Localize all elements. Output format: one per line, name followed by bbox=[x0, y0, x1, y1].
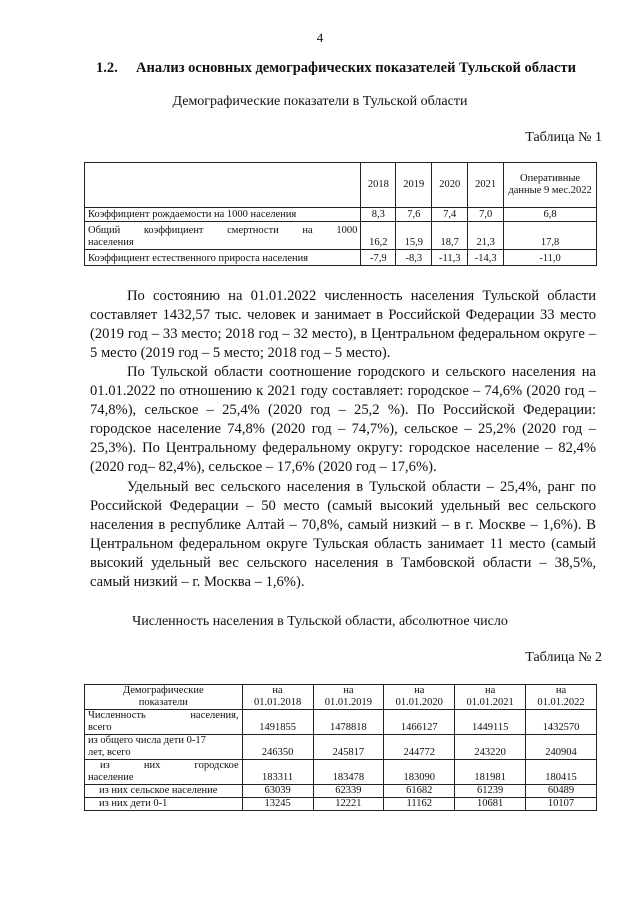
table-cell: -7,9 bbox=[361, 250, 396, 266]
population-table bbox=[84, 684, 597, 811]
table-header-row bbox=[85, 163, 597, 208]
header-line: 01.01.2018 bbox=[253, 697, 302, 708]
header-line: на bbox=[272, 685, 283, 696]
row-label-word: Общий bbox=[88, 225, 121, 236]
table2-label: Таблица № 2 bbox=[525, 650, 602, 665]
row-label-word: коэффициент bbox=[143, 225, 204, 236]
row-label-word: Численность bbox=[88, 710, 146, 721]
table-cell: -14,3 bbox=[468, 250, 504, 266]
row-label-line1 bbox=[88, 760, 239, 772]
table-cell: 60489 bbox=[526, 785, 597, 798]
row-label-line1: из общего числа дети 0-17 bbox=[88, 735, 206, 746]
table-cell: 183090 bbox=[384, 760, 455, 785]
table-cell: 7,4 bbox=[432, 208, 468, 222]
table-cell: 18,7 bbox=[432, 222, 468, 250]
header-line: 01.01.2019 bbox=[324, 697, 373, 708]
table-cell: 6,8 bbox=[504, 208, 597, 222]
table-cell: 183311 bbox=[242, 760, 313, 785]
row-label-word: из bbox=[100, 760, 110, 771]
table-cell: 7,0 bbox=[468, 208, 504, 222]
row-label-word: смертности bbox=[227, 225, 279, 236]
row-label bbox=[85, 760, 243, 785]
section-heading bbox=[96, 60, 606, 77]
table-row bbox=[85, 760, 597, 785]
header-cell: Оперативные данные 9 мес.2022 bbox=[504, 163, 597, 208]
table-row bbox=[85, 222, 597, 250]
table-cell: 240904 bbox=[526, 735, 597, 760]
section-number: 1.2. bbox=[96, 60, 118, 76]
row-label: Коэффициент естественного прироста населения bbox=[85, 250, 361, 266]
header-line: Демографические bbox=[122, 685, 204, 696]
header-cell: 2019 bbox=[396, 163, 432, 208]
header-cell bbox=[242, 685, 313, 710]
table-cell: 16,2 bbox=[361, 222, 396, 250]
header-cell bbox=[85, 685, 243, 710]
table-row bbox=[85, 785, 597, 798]
paragraph-text: Удельный вес сельского населения в Тульской области – 25,4%, ранг по Российской Федерации – 50 место (самый высокий удельный вес сельского населения в республике Алтай – 70,8%, самый низкий – в г. Москве – 1,6%). В Центральном федеральном округе Тульская область занимает 11 место (самый высокий удельный вес сельского населения в Тамбовской области – 38,5%, самый низкий – г. Москва – 1,6%). bbox=[90, 479, 596, 590]
table-cell: 61239 bbox=[455, 785, 526, 798]
table-cell: 17,8 bbox=[504, 222, 597, 250]
table-row bbox=[85, 735, 597, 760]
header-cell: 2021 bbox=[468, 163, 504, 208]
header-cell bbox=[313, 685, 384, 710]
header-line: на bbox=[343, 685, 354, 696]
paragraph-text: По Тульской области соотношение городского и сельского населения на 01.01.2022 по отношению к 2021 году составляет: городское – 74,6% (2020 год – 74,8%), сельское – 25,4% (2020 год – 25,2 %). По Российской Федерации: городское население 74,8% (2020 год – 74,7%), сельское – 25,2% (2020 год – 25,3%). По Центральному федеральному округу: городское население – 82,4% (2020 год– 82,4%), сельское – 17,6% (2020 год – 17,6%). bbox=[90, 364, 596, 475]
section-title: Анализ основных демографических показателей Тульской области bbox=[136, 60, 576, 76]
table-cell: 183478 bbox=[313, 760, 384, 785]
table-cell: 7,6 bbox=[396, 208, 432, 222]
header-line: на bbox=[485, 685, 496, 696]
table-cell: 246350 bbox=[242, 735, 313, 760]
header-line: показатели bbox=[138, 697, 188, 708]
row-label: из них сельское население bbox=[85, 785, 243, 798]
paragraph-text: По состоянию на 01.01.2022 численность населения Тульской области составляет 1432,57 тыс. человек и занимает в Российской Федерации 33 место (2019 год – 33 место; 2018 год – 32 место), в Центральном федеральном округе – 5 место (2019 год – 5 место; 2018 год – 5 место). bbox=[90, 288, 596, 361]
table-row bbox=[85, 798, 597, 811]
row-label-line2: население bbox=[88, 772, 134, 783]
row-label-word: на bbox=[302, 225, 313, 236]
row-label-line2: всего bbox=[88, 722, 112, 733]
table-cell: 10107 bbox=[526, 798, 597, 811]
table-cell: -11,3 bbox=[432, 250, 468, 266]
table-cell: 1466127 bbox=[384, 710, 455, 735]
page-number: 4 bbox=[316, 30, 324, 45]
table-row bbox=[85, 710, 597, 735]
header-cell bbox=[384, 685, 455, 710]
table-cell: -11,0 bbox=[504, 250, 597, 266]
table-cell: 21,3 bbox=[468, 222, 504, 250]
row-label-line2: лет, всего bbox=[88, 747, 131, 758]
table-cell: 63039 bbox=[242, 785, 313, 798]
header-line: 01.01.2022 bbox=[537, 697, 585, 708]
table1-caption: Демографические показатели в Тульской области bbox=[172, 94, 468, 109]
header-line: 01.01.2020 bbox=[395, 697, 443, 708]
table1-label: Таблица № 1 bbox=[525, 130, 602, 145]
table-cell: 245817 bbox=[313, 735, 384, 760]
paragraph bbox=[90, 363, 596, 476]
paragraph bbox=[90, 287, 596, 363]
table-cell: -8,3 bbox=[396, 250, 432, 266]
row-label-word: городское bbox=[194, 760, 239, 771]
table-cell: 181981 bbox=[455, 760, 526, 785]
header-cell: 2020 bbox=[432, 163, 468, 208]
table-header-row bbox=[85, 685, 597, 710]
header-cell bbox=[526, 685, 597, 710]
table-cell: 1478818 bbox=[313, 710, 384, 735]
table-cell: 243220 bbox=[455, 735, 526, 760]
table2-caption: Численность населения в Тульской области, абсолютное число bbox=[132, 614, 508, 629]
table-cell: 13245 bbox=[242, 798, 313, 811]
table-cell: 8,3 bbox=[361, 208, 396, 222]
paragraph bbox=[90, 478, 596, 591]
row-label bbox=[85, 735, 243, 760]
table-cell: 1491855 bbox=[242, 710, 313, 735]
row-label-word: населения, bbox=[190, 710, 239, 721]
row-label-word: 1000 bbox=[336, 225, 358, 236]
row-label bbox=[85, 222, 361, 250]
row-label: Коэффициент рождаемости на 1000 населения bbox=[85, 208, 361, 222]
header-cell bbox=[455, 685, 526, 710]
header-cell: 2018 bbox=[361, 163, 396, 208]
header-line: на bbox=[555, 685, 567, 696]
table-cell: 10681 bbox=[455, 798, 526, 811]
table-row bbox=[85, 208, 597, 222]
table-cell: 61682 bbox=[384, 785, 455, 798]
row-label-line2: населения bbox=[88, 237, 134, 248]
table-cell: 1432570 bbox=[526, 710, 597, 735]
table-cell: 62339 bbox=[313, 785, 384, 798]
demographic-indicators-table bbox=[84, 162, 597, 266]
header-line: 01.01.2021 bbox=[466, 697, 514, 708]
table-cell: 244772 bbox=[384, 735, 455, 760]
table-cell: 11162 bbox=[384, 798, 455, 811]
table-row bbox=[85, 250, 597, 266]
table-cell: 15,9 bbox=[396, 222, 432, 250]
table-cell: 180415 bbox=[526, 760, 597, 785]
table-cell: 1449115 bbox=[455, 710, 526, 735]
header-line: на bbox=[414, 685, 425, 696]
row-label bbox=[85, 710, 243, 735]
table-cell: 12221 bbox=[313, 798, 384, 811]
row-label-word: них bbox=[143, 760, 161, 771]
row-label-line1 bbox=[88, 710, 239, 722]
row-label: из них дети 0-1 bbox=[85, 798, 243, 811]
header-cell bbox=[85, 163, 361, 208]
